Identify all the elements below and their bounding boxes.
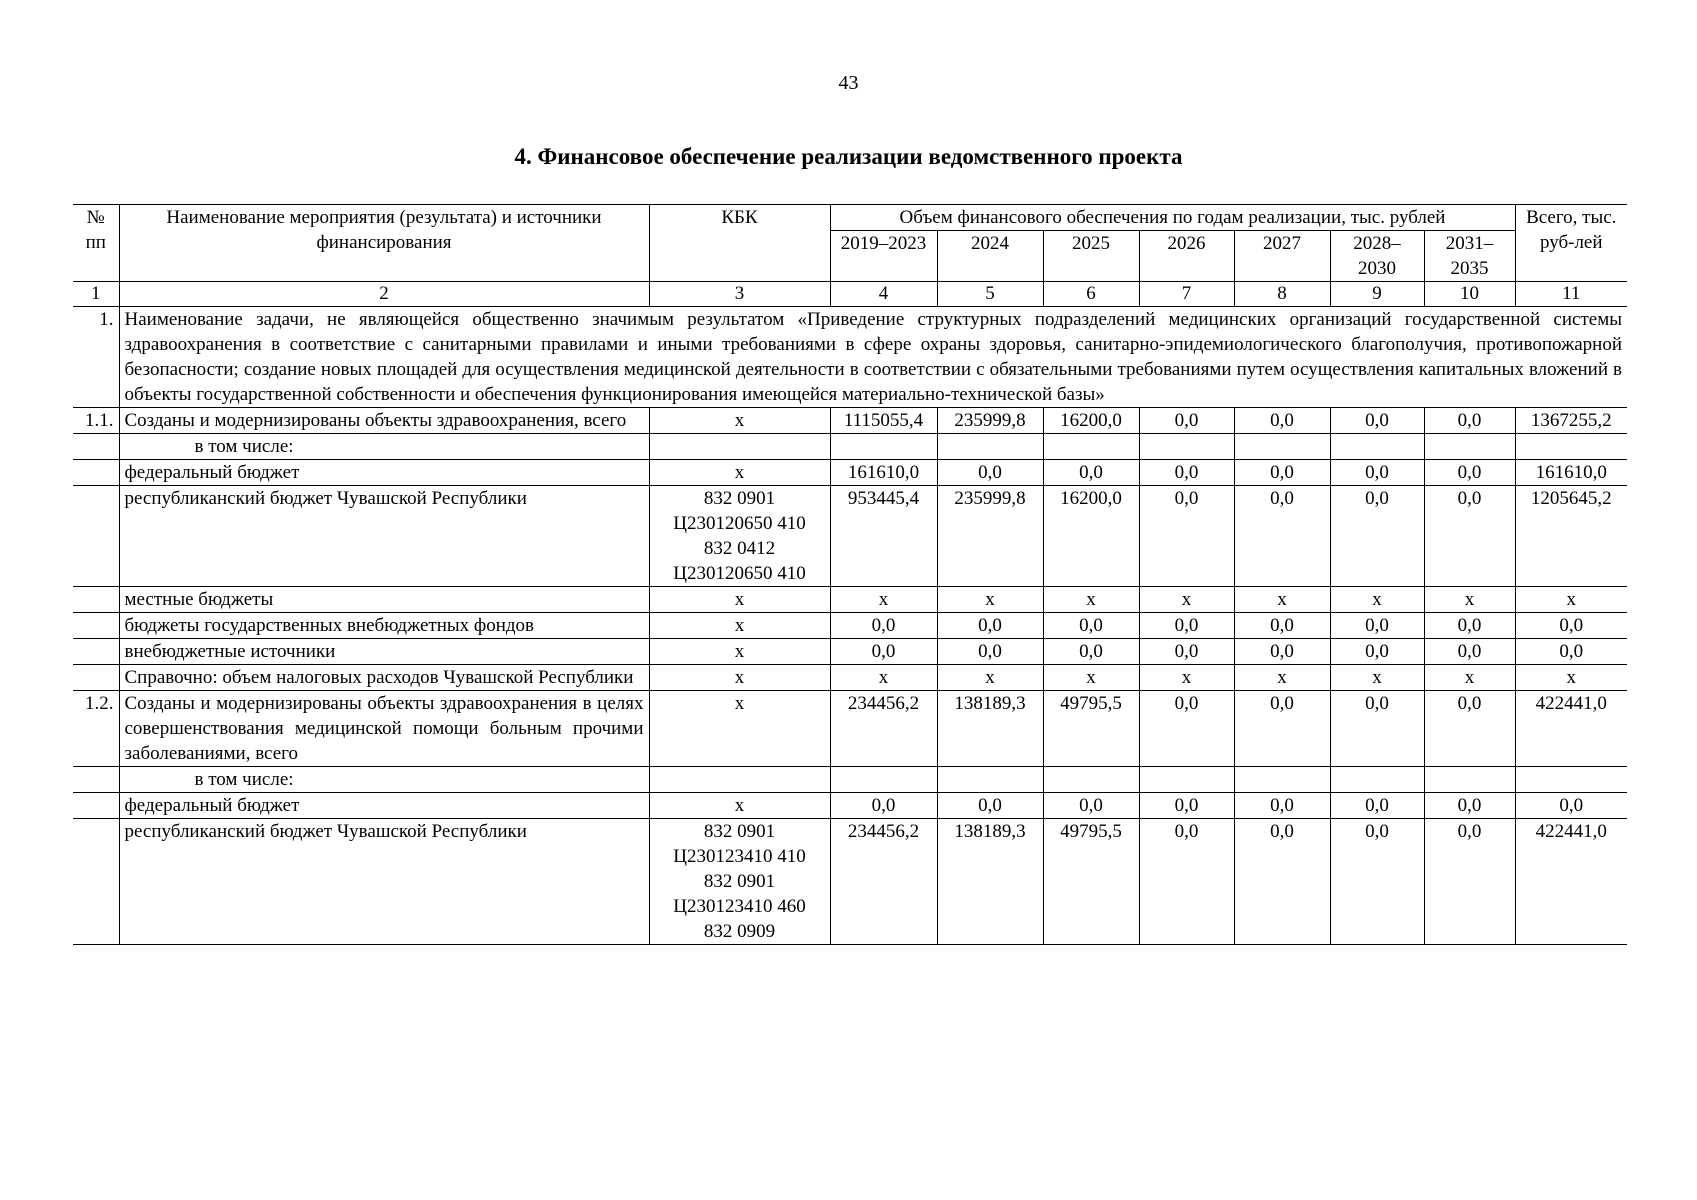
row-value: 0,0 — [830, 639, 937, 665]
row-name: бюджеты государственных внебюджетных фондов — [119, 613, 649, 639]
column-index: 10 — [1424, 282, 1515, 307]
row-total: 422441,0 — [1515, 691, 1627, 767]
row-value: 0,0 — [1330, 639, 1424, 665]
kbk-code: х — [734, 693, 745, 714]
row-value: х — [937, 665, 1043, 691]
row-value: 0,0 — [1043, 613, 1139, 639]
table-row — [73, 639, 1627, 665]
task-row — [73, 307, 1627, 408]
row-value: х — [1234, 665, 1330, 691]
kbk-code: х — [734, 410, 745, 431]
row-num — [73, 665, 119, 691]
row-kbk — [649, 767, 830, 793]
header-volume: Объем финансового обеспечения по годам реализации, тыс. рублей — [830, 205, 1515, 231]
row-num — [73, 793, 119, 819]
row-name: федеральный бюджет — [119, 460, 649, 486]
table-row — [73, 665, 1627, 691]
table-row — [73, 486, 1627, 587]
row-value: 0,0 — [937, 639, 1043, 665]
row-value: х — [1330, 587, 1424, 613]
header-name: Наименование мероприятия (результата) и источники финансирования — [119, 205, 649, 282]
row-value: х — [1234, 587, 1330, 613]
kbk-code: х — [734, 667, 745, 688]
row-value — [1043, 434, 1139, 460]
row-value: 0,0 — [1234, 793, 1330, 819]
column-index-row — [73, 282, 1627, 307]
row-value: 0,0 — [1234, 691, 1330, 767]
row-kbk — [649, 793, 830, 819]
row-name: местные бюджеты — [119, 587, 649, 613]
row-value — [937, 767, 1043, 793]
kbk-code: х — [734, 795, 745, 816]
row-value: 0,0 — [830, 793, 937, 819]
row-value: 0,0 — [830, 613, 937, 639]
table-row — [73, 793, 1627, 819]
row-value: 0,0 — [1424, 793, 1515, 819]
row-value: 0,0 — [1139, 639, 1234, 665]
row-num — [73, 587, 119, 613]
column-index: 3 — [649, 282, 830, 307]
row-name: республиканский бюджет Чувашской Республики — [119, 819, 649, 945]
column-index: 9 — [1330, 282, 1424, 307]
row-value: 161610,0 — [830, 460, 937, 486]
financing-table — [73, 204, 1627, 945]
row-kbk — [649, 639, 830, 665]
row-kbk — [649, 434, 830, 460]
kbk-code: 832 0412 — [703, 538, 776, 559]
row-value: 0,0 — [1330, 793, 1424, 819]
row-value — [830, 434, 937, 460]
row-value: 0,0 — [1330, 613, 1424, 639]
row-value — [1139, 434, 1234, 460]
column-index: 8 — [1234, 282, 1330, 307]
row-value: 0,0 — [1234, 613, 1330, 639]
row-name: Созданы и модернизированы объекты здравоохранения в целях совершенствования медицинской помощи больным прочими заболеваниями, всего — [119, 691, 649, 767]
row-value: 0,0 — [1043, 639, 1139, 665]
row-value: 0,0 — [937, 793, 1043, 819]
header-year: 2024 — [937, 231, 1043, 282]
header-kbk: КБК — [649, 205, 830, 282]
row-total: 0,0 — [1515, 613, 1627, 639]
column-index: 1 — [73, 282, 119, 307]
column-index: 7 — [1139, 282, 1234, 307]
header-total: Всего, тыс. руб-лей — [1515, 205, 1627, 282]
table-row — [73, 819, 1627, 945]
column-index: 6 — [1043, 282, 1139, 307]
row-value: 0,0 — [1424, 408, 1515, 434]
row-num — [73, 613, 119, 639]
row-total: х — [1515, 587, 1627, 613]
kbk-code: Ц230123410 460 — [673, 896, 806, 917]
table-row — [73, 767, 1627, 793]
row-value: 235999,8 — [937, 408, 1043, 434]
kbk-code: х — [734, 589, 745, 610]
row-total: х — [1515, 665, 1627, 691]
row-value: 0,0 — [1043, 793, 1139, 819]
row-kbk — [649, 819, 830, 945]
task-num: 1. — [73, 307, 119, 408]
row-value: 0,0 — [1330, 486, 1424, 587]
header-row — [73, 205, 1627, 231]
row-num — [73, 639, 119, 665]
row-name: внебюджетные источники — [119, 639, 649, 665]
row-value: х — [1043, 665, 1139, 691]
row-value: 0,0 — [937, 460, 1043, 486]
row-value: 234456,2 — [830, 691, 937, 767]
row-value: х — [1043, 587, 1139, 613]
kbk-code: х — [734, 641, 745, 662]
row-value: 234456,2 — [830, 819, 937, 945]
row-value: 0,0 — [1139, 691, 1234, 767]
row-num — [73, 486, 119, 587]
kbk-code: Ц230123410 410 — [673, 846, 806, 867]
row-total: 0,0 — [1515, 793, 1627, 819]
row-num: 1.2. — [73, 691, 119, 767]
kbk-code: 832 0901 — [703, 488, 776, 509]
row-kbk — [649, 460, 830, 486]
row-total: 1205645,2 — [1515, 486, 1627, 587]
header-year: 2028–2030 — [1330, 231, 1424, 282]
row-value — [1234, 434, 1330, 460]
row-value: 0,0 — [1234, 460, 1330, 486]
row-kbk — [649, 486, 830, 587]
row-value: 0,0 — [1330, 408, 1424, 434]
row-value: х — [1330, 665, 1424, 691]
row-total: 161610,0 — [1515, 460, 1627, 486]
row-value — [937, 434, 1043, 460]
row-value: 0,0 — [1234, 819, 1330, 945]
row-value: х — [830, 665, 937, 691]
table-row — [73, 408, 1627, 434]
row-num — [73, 767, 119, 793]
row-name: Справочно: объем налоговых расходов Чувашской Республики — [119, 665, 649, 691]
row-num — [73, 434, 119, 460]
row-value: 0,0 — [1139, 460, 1234, 486]
section-title: 4. Финансовое обеспечение реализации ведомственного проекта — [514, 144, 1183, 169]
kbk-code: х — [734, 462, 745, 483]
row-value: 49795,5 — [1043, 819, 1139, 945]
row-value: 16200,0 — [1043, 408, 1139, 434]
row-value: 0,0 — [1139, 819, 1234, 945]
table-row — [73, 691, 1627, 767]
table-row — [73, 613, 1627, 639]
row-total: 0,0 — [1515, 639, 1627, 665]
kbk-code: 832 0901 — [703, 871, 776, 892]
row-value: 0,0 — [1424, 460, 1515, 486]
kbk-code: 832 0901 — [703, 821, 776, 842]
row-kbk — [649, 408, 830, 434]
row-name: федеральный бюджет — [119, 793, 649, 819]
page-number: 43 — [838, 72, 859, 94]
row-name: в том числе: — [119, 434, 649, 460]
column-index: 2 — [119, 282, 649, 307]
row-value: 0,0 — [1424, 639, 1515, 665]
row-total — [1515, 767, 1627, 793]
row-value: х — [1139, 665, 1234, 691]
table-row — [73, 587, 1627, 613]
row-value: 953445,4 — [830, 486, 937, 587]
row-value: х — [1139, 587, 1234, 613]
row-value: 0,0 — [1424, 613, 1515, 639]
row-value: 0,0 — [1043, 460, 1139, 486]
row-value — [1330, 767, 1424, 793]
row-value: 49795,5 — [1043, 691, 1139, 767]
row-value: 0,0 — [1139, 613, 1234, 639]
row-value: 0,0 — [1234, 408, 1330, 434]
row-name: в том числе: — [119, 767, 649, 793]
row-value: 0,0 — [1424, 819, 1515, 945]
row-num — [73, 819, 119, 945]
row-value — [1424, 767, 1515, 793]
row-value — [1043, 767, 1139, 793]
task-text: Наименование задачи, не являющейся общественно значимым результатом «Приведение структурных подразделений медицинских организаций государственной системы здравоохранения в соответствие с санитарными правилами и иными требованиями в сфере охраны здоровья, санитарно-эпидемиологического благополучия, противопожарной безопасности; создание новых площадей для осуществления медицинской деятельности в соответствии с обязательными требованиями путем осуществления капитальных вложений в объекты государственной собственности и обеспечения функционирования имеющейся материально-технической базы» — [119, 307, 1627, 408]
row-value — [1139, 767, 1234, 793]
row-value: 0,0 — [1234, 639, 1330, 665]
row-value — [1234, 767, 1330, 793]
row-total: 1367255,2 — [1515, 408, 1627, 434]
row-value: 138189,3 — [937, 819, 1043, 945]
row-total — [1515, 434, 1627, 460]
kbk-code: х — [734, 615, 745, 636]
header-year: 2025 — [1043, 231, 1139, 282]
row-value: 0,0 — [1424, 486, 1515, 587]
row-value: 0,0 — [1234, 486, 1330, 587]
row-value: 0,0 — [1330, 460, 1424, 486]
row-value: 0,0 — [937, 613, 1043, 639]
table-row — [73, 434, 1627, 460]
kbk-code: Ц230120650 410 — [673, 513, 806, 534]
column-index: 11 — [1515, 282, 1627, 307]
row-value: 0,0 — [1139, 793, 1234, 819]
row-total: 422441,0 — [1515, 819, 1627, 945]
row-value — [830, 767, 937, 793]
row-value: х — [1424, 587, 1515, 613]
kbk-code: Ц230120650 410 — [673, 563, 806, 584]
row-kbk — [649, 665, 830, 691]
row-value: 16200,0 — [1043, 486, 1139, 587]
row-name: республиканский бюджет Чувашской Республики — [119, 486, 649, 587]
column-index: 4 — [830, 282, 937, 307]
row-kbk — [649, 691, 830, 767]
row-value: 0,0 — [1424, 691, 1515, 767]
column-index: 5 — [937, 282, 1043, 307]
row-num: 1.1. — [73, 408, 119, 434]
header-year: 2026 — [1139, 231, 1234, 282]
row-value: 0,0 — [1330, 691, 1424, 767]
row-value: 138189,3 — [937, 691, 1043, 767]
header-year: 2027 — [1234, 231, 1330, 282]
row-value: х — [830, 587, 937, 613]
row-value: 235999,8 — [937, 486, 1043, 587]
row-kbk — [649, 613, 830, 639]
row-value: 0,0 — [1139, 408, 1234, 434]
kbk-code: 832 0909 — [703, 921, 776, 942]
row-value: х — [937, 587, 1043, 613]
table-row — [73, 460, 1627, 486]
row-value: 1115055,4 — [830, 408, 937, 434]
row-value — [1424, 434, 1515, 460]
header-year: 2031–2035 — [1424, 231, 1515, 282]
row-value: 0,0 — [1330, 819, 1424, 945]
header-num: № пп — [73, 205, 119, 282]
row-num — [73, 460, 119, 486]
header-year: 2019–2023 — [830, 231, 937, 282]
row-name: Созданы и модернизированы объекты здравоохранения, всего — [119, 408, 649, 434]
row-kbk — [649, 587, 830, 613]
row-value: х — [1424, 665, 1515, 691]
row-value — [1330, 434, 1424, 460]
row-value: 0,0 — [1139, 486, 1234, 587]
